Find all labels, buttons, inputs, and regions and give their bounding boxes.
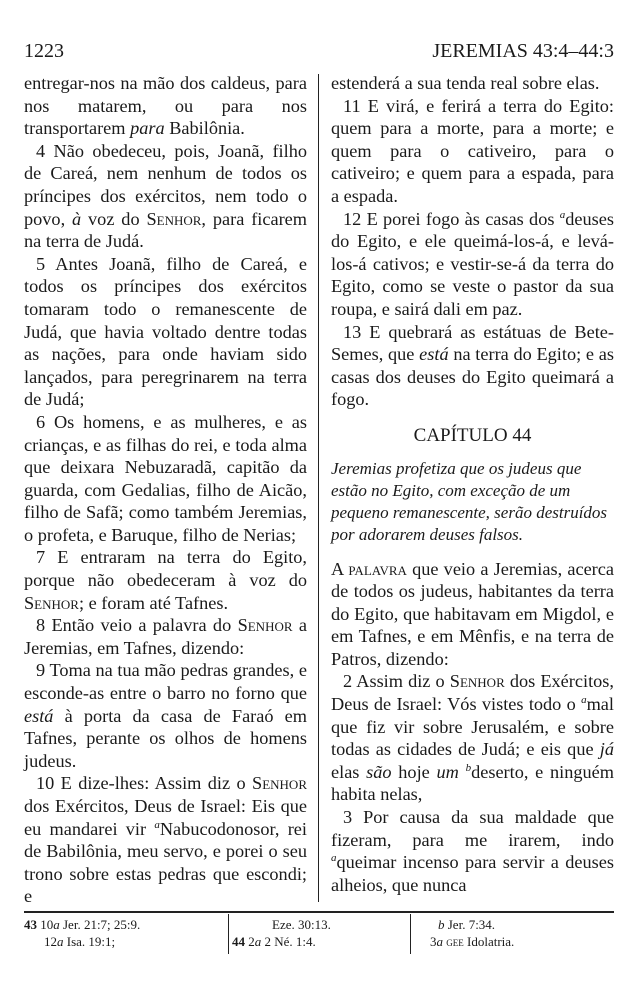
- verse-8: 8 Então veio a palavra do Senhor a Jeremias, em Tafnes, dizendo:: [24, 615, 307, 658]
- footnotes-col-1: [24, 916, 224, 950]
- footnote-line: 3a gee Idolatria.: [430, 934, 515, 949]
- chapter-heading: CAPÍTULO 44: [413, 424, 532, 446]
- verse-4: 4 Não obedeceu, pois, Joanã, filho de Careá, nem nenhum de todos os príncipes dos exércitos, nem todo o povo, à voz do Senhor, para ficarem na terra de Judá.: [24, 140, 308, 252]
- verse-10: 10 E dize-lhes: Assim diz o Senhor dos Exércitos, Deus de Israel: Eis que eu mandarei vir $^a$Nabucodonosor, rei de Babilônia, meu servo, e porei o seu trono sobre estas pedras que escondi; e: [24, 773, 307, 907]
- verse-12: 12 E porei fogo às casas dos $^a$deuses do Egito, e ele queimá-los-á, e levá-los-á cativos; e vestir-se-á da terra do Egito, como se veste o pastor da sua roupa, e sairá dali em paz.: [331, 208, 614, 319]
- page-header: [24, 40, 614, 68]
- verse-7: 7 E entraram na terra do Egito, porque não obedeceram à voz do Senhor; e foram até Tafnes.: [24, 547, 307, 613]
- verse-9: 9 Toma na tua mão pedras grandes, e esconde-as entre o barro no forno que está à porta da casa de Faraó em Tafnes, perante os olhos de homens judeus.: [24, 660, 307, 771]
- running-title: JEREMIAS 43:4–44:3: [432, 40, 614, 62]
- verse-continuation: estenderá a sua tenda real sobre elas.: [331, 73, 600, 93]
- verse-5: 5 Antes Joanã, filho de Careá, e todos os príncipes dos exércitos tomaram todo o remanescente de Judá, que havia voltado dentre todas as nações, para onde haviam sido lançados, para peregrinarem na terra de Judá;: [24, 253, 307, 410]
- footnotes-col-3: [414, 916, 614, 950]
- verse-2: 2 Assim diz o Senhor dos Exércitos, Deus de Israel: Vós vistes todo o $^a$mal que fiz vir sobre Jerusalém, e sobre todas as cidades de Judá; e eis que já elas são hoje um $^b$deserto, e ninguém habita nelas,: [331, 671, 614, 805]
- chapter-summary: Jeremias profetiza que os judeus que estão no Egito, com exceção de um pequeno remanescente, serão destruídos por adorarem deuses falsos.: [331, 458, 608, 544]
- footnote-marker: a: [581, 693, 587, 706]
- footnote-divider: [228, 914, 229, 954]
- footnote-line: 43 10a Jer. 21:7; 25:9.: [24, 917, 141, 932]
- verse-11: 11 E virá, e ferirá a terra do Egito: quem para a morte, para a morte; e quem para o cativeiro, para o cativeiro; e quem para a espada, para a espada.: [331, 95, 614, 206]
- footnote-line: Eze. 30:13.: [272, 917, 331, 932]
- footnotes-col-2: [232, 916, 402, 950]
- footnote-divider: [410, 914, 411, 954]
- left-column: [24, 72, 307, 908]
- footnote-marker: b: [465, 761, 472, 774]
- verse-3: 3 Por causa da sua maldade que fizeram, para me irarem, indo $^a$queimar incenso para servir a deuses alheios, que nunca: [331, 807, 614, 895]
- page-number: 1223: [24, 40, 64, 62]
- footnote-rule: [24, 911, 614, 913]
- footnote-marker: a: [559, 208, 566, 221]
- verse-1: A palavra que veio a Jeremias, acerca de todos os judeus, habitantes da terra do Egito, que habitavam em Migdol, e em Tafnes, e em Mênfis, e na terra de Patros, dizendo:: [331, 558, 615, 669]
- right-column: [331, 72, 614, 896]
- footnote-line: b Jer. 7:34.: [438, 917, 496, 932]
- verse-6: 6 Os homens, e as mulheres, e as crianças, e as filhas do rei, e toda alma que deixara Nebuzaradã, capitão da guarda, com Gedalias, filho de Aicão, filho de Safã; como também Jeremias, o profeta, e Baruque, filho de Nerias;: [24, 411, 307, 545]
- footnote-line: 12a Isa. 19:1;: [44, 934, 116, 949]
- verse-continuation: entregar-nos na mão dos caldeus, para nos matarem, ou para nos transportarem para Babilônia.: [24, 73, 307, 139]
- footnote-marker: a: [154, 818, 160, 831]
- column-divider: [318, 74, 319, 902]
- verse-13: 13 E quebrará as estátuas de Bete-Semes, que está na terra do Egito; e as casas dos deuses do Egito queimará a fogo.: [331, 321, 614, 410]
- footnote-marker: a: [331, 852, 337, 865]
- footnote-line: 44 2a 2 Né. 1:4.: [232, 934, 316, 949]
